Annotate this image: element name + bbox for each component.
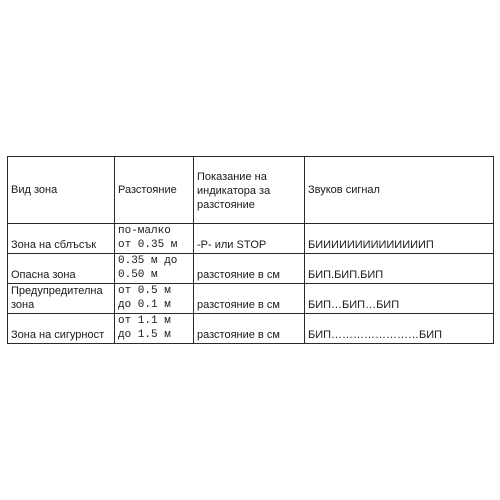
cell-zone: Зона на сблъсък bbox=[8, 224, 115, 254]
cell-distance: 0.35 м до 0.50 м bbox=[115, 254, 194, 284]
cell-indicator: разстояние в см bbox=[194, 254, 305, 284]
cell-indicator: разстояние в см bbox=[194, 284, 305, 314]
cell-indicator: -P- или STOP bbox=[194, 224, 305, 254]
table-header-row bbox=[8, 157, 494, 224]
parking-sensor-zone-table bbox=[7, 156, 494, 344]
cell-zone: Предупредителна зона bbox=[8, 284, 115, 314]
cell-sound: БИП.БИП.БИП bbox=[305, 254, 494, 284]
table-row-collision-zone bbox=[8, 224, 494, 254]
header-sound-signal: Звуков сигнал bbox=[305, 157, 494, 224]
header-distance: Разстояние bbox=[115, 157, 194, 224]
table-row-warning-zone bbox=[8, 284, 494, 314]
cell-sound: БИП…БИП…БИП bbox=[305, 284, 494, 314]
table-row-safety-zone bbox=[8, 314, 494, 344]
cell-distance: от 1.1 м до 1.5 м bbox=[115, 314, 194, 344]
zone-table-container bbox=[7, 156, 493, 344]
table-row-danger-zone bbox=[8, 254, 494, 284]
cell-distance: по-малко от 0.35 м bbox=[115, 224, 194, 254]
header-indicator-reading: Показание на индикатора за разстояние bbox=[194, 157, 305, 224]
cell-sound: БИИИИИИИИИИИИИИП bbox=[305, 224, 494, 254]
cell-indicator: разстояние в см bbox=[194, 314, 305, 344]
cell-zone: Зона на сигурност bbox=[8, 314, 115, 344]
cell-sound: БИП……………………БИП bbox=[305, 314, 494, 344]
cell-zone: Опасна зона bbox=[8, 254, 115, 284]
cell-distance: от 0.5 м до 0.1 м bbox=[115, 284, 194, 314]
header-zone-type: Вид зона bbox=[8, 157, 115, 224]
